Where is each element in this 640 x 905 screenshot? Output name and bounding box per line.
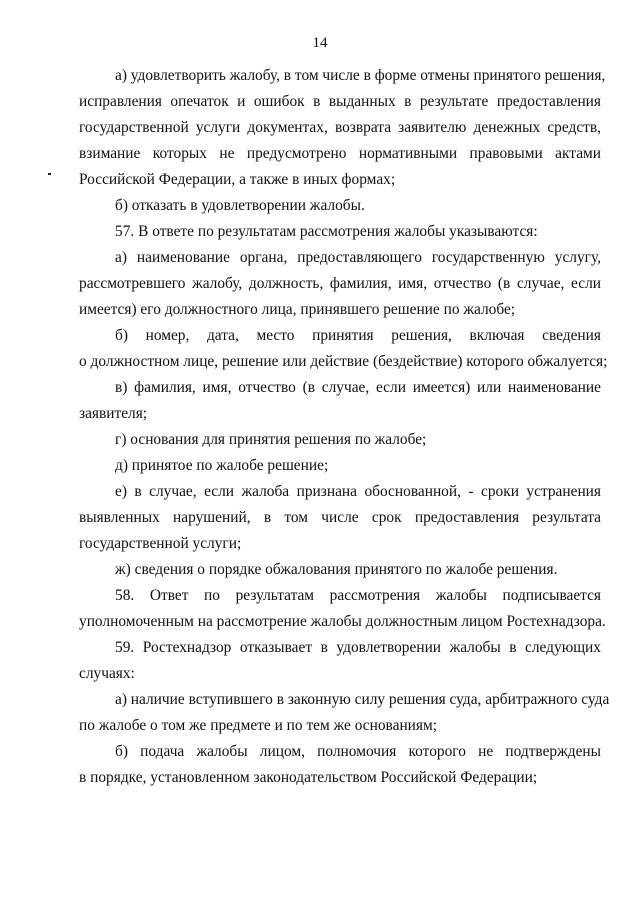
text-line: б) номер, дата, место принятия решения, включая сведения xyxy=(115,327,601,344)
text-line: уполномоченным на рассмотрение жалобы должностным лицом Ростехнадзора. xyxy=(79,613,606,630)
text-line: государственной услуги документах, возврата заявителю денежных средств, xyxy=(79,119,601,136)
text-line: в порядке, установленном законодательством Российской Федерации; xyxy=(79,769,538,786)
text-line: 59. Ростехнадзор отказывает в удовлетворении жалобы в следующих xyxy=(115,639,601,656)
text-line: д) принятое по жалобе решение; xyxy=(115,457,329,474)
page-number: 14 xyxy=(312,35,328,51)
text-line: б) отказать в удовлетворении жалобы. xyxy=(115,197,365,214)
text-line: государственной услуги; xyxy=(79,535,242,552)
text-line: ж) сведения о порядке обжалования принятого по жалобе решения. xyxy=(115,561,558,578)
text-line: о должностном лице, решение или действие (бездействие) которого обжалуется; xyxy=(79,353,608,370)
text-line: б) подача жалобы лицом, полномочия которого не подтверждены xyxy=(115,743,601,760)
text-line: имеется) его должностного лица, принявшего решение по жалобе; xyxy=(79,301,516,318)
text-line: рассмотревшего жалобу, должность, фамилия, имя, отчество (в случае, если xyxy=(79,275,601,292)
text-line: по жалобе о том же предмете и по тем же основаниям; xyxy=(79,717,438,734)
text-line: а) наименование органа, предоставляющего государственную услугу, xyxy=(115,249,601,266)
text-line: е) в случае, если жалоба признана обоснованной, - сроки устранения xyxy=(115,483,601,500)
text-line: в) фамилия, имя, отчество (в случае, если имеется) или наименование xyxy=(115,379,601,396)
text-line: случаях: xyxy=(79,665,135,682)
text-line: заявителя; xyxy=(79,405,148,422)
text-line: выявленных нарушений, в том числе срок предоставления результата xyxy=(79,509,601,526)
text-line: 57. В ответе по результатам рассмотрения жалобы указываются: xyxy=(115,223,538,240)
text-line: исправления опечаток и ошибок в выданных в результате предоставления xyxy=(79,93,601,110)
text-line: Российской Федерации, а также в иных формах; xyxy=(79,171,396,188)
text-line: г) основания для принятия решения по жалобе; xyxy=(115,431,427,448)
margin-mark xyxy=(48,173,51,175)
text-line: 58. Ответ по результатам рассмотрения жалобы подписывается xyxy=(115,587,601,604)
text-line: а) наличие вступившего в законную силу решения суда, арбитражного суда xyxy=(115,691,610,708)
text-line: а) удовлетворить жалобу, в том числе в форме отмены принятого решения, xyxy=(115,67,606,84)
text-line: взимание которых не предусмотрено нормативными правовыми актами xyxy=(79,145,601,162)
